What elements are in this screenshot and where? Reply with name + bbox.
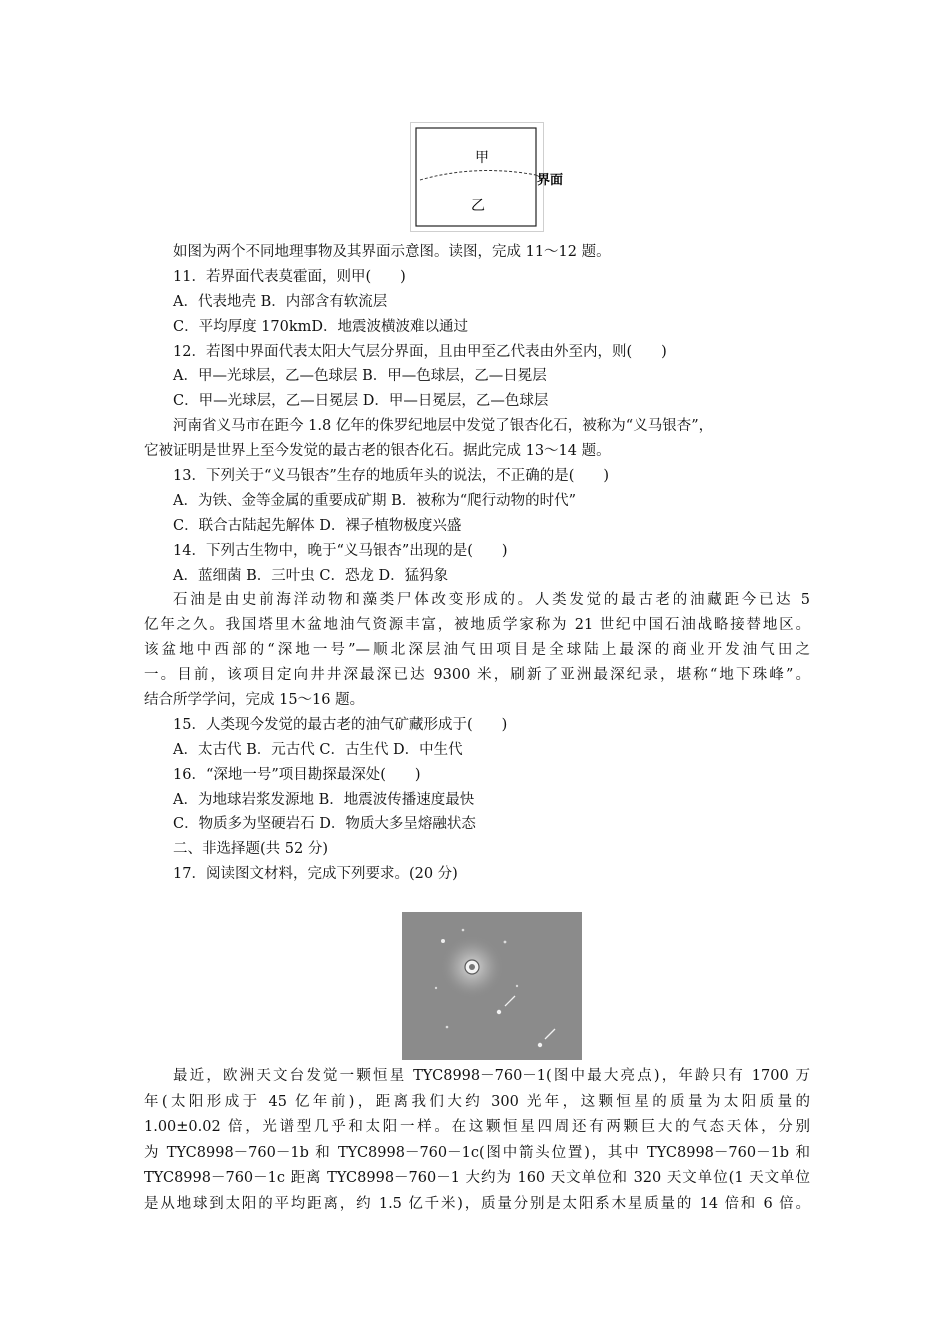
- intro-15-16-d: 一。目前，该项目定向井井深最深已达 9300 米，刷新了亚洲最深纪录，堪称“地下珠峰”。: [144, 667, 810, 684]
- intro-15-16-b: 亿年之久。我国塔里木盆地油气资源丰富，被地质学家称为 21 世纪中国石油战略接替地区。: [144, 617, 810, 634]
- options-12-ab: A．甲—光球层，乙—色球层 B．甲—色球层，乙—日冕层: [173, 368, 547, 385]
- question-11: 11．若界面代表莫霍面，则甲( ): [173, 268, 406, 285]
- options-15: A．太古代 B．元古代 C．古生代 D．中生代: [173, 741, 463, 758]
- question-12: 12．若图中界面代表太阳大气层分界面，且由甲至乙代表由外至内，则( ): [173, 343, 667, 360]
- star-photo: [402, 912, 582, 1060]
- options-12-cd: C．甲—光球层，乙—日冕层 D．甲—日冕层，乙—色球层: [173, 393, 549, 410]
- options-11-cd: C．平均厚度 170kmD．地震波横波难以通过: [173, 318, 469, 335]
- intro-11-12: 如图为两个不同地理事物及其界面示意图。读图，完成 11～12 题。: [173, 244, 611, 260]
- para-line-4: 为 TYC8998－760－1b 和 TYC8998－760－1c(图中箭头位置)，其中 TYC8998－760－1b 和: [144, 1144, 810, 1161]
- options-16-ab: A．为地球岩浆发源地 B．地震波传播速度最快: [173, 791, 475, 808]
- options-14: A．蓝细菌 B．三叶虫 C．恐龙 D．猛犸象: [173, 567, 449, 584]
- intro-15-16-c: 该盆地中西部的“深地一号”—顺北深层油气田项目是全球陆上最深的商业开发油气田之: [144, 642, 810, 659]
- para-line-2: 年(太阳形成于 45 亿年前)，距离我们大约 300 光年，这颗恒星的质量为太阳质量的: [144, 1093, 810, 1110]
- question-15: 15．人类现今发觉的最古老的油气矿藏形成于( ): [173, 716, 508, 733]
- label-yi: 乙: [471, 198, 485, 214]
- para-line-5: TYC8998－760－1c 距离 TYC8998－760－1 大约为 160 天文单位和 320 天文单位(1 天文单位: [144, 1170, 810, 1186]
- material-paragraph: [144, 1064, 810, 1217]
- options-13-ab: A．为铁、金等金属的重要成矿期 B．被称为“爬行动物的时代”: [173, 492, 577, 509]
- intro-15-16-e: 结合所学学问，完成 15～16 题。: [144, 692, 365, 709]
- question-14: 14．下列古生物中，晚于“义马银杏”出现的是( ): [173, 542, 508, 559]
- question-17: 17．阅读图文材料，完成下列要求。(20 分): [173, 866, 458, 883]
- para-line-6: 是从地球到太阳的平均距离，约 1.5 亿千米)，质量分别是太阳系木星质量的 14 倍和 6 倍。: [144, 1195, 810, 1212]
- intro-13-14-a: 河南省义马市在距今 1.8 亿年的侏罗纪地层中发觉了银杏化石，被称为“义马银杏”，: [173, 418, 714, 435]
- intro-15-16-a: 石油是由史前海洋动物和藻类尸体改变形成的。人类发觉的最古老的油藏距今已达 5: [173, 592, 810, 609]
- para-line-3: 1.00±0.02 倍，光谱型几乎和太阳一样。在这颗恒星四周还有两颗巨大的气态天体，分别: [144, 1119, 810, 1135]
- question-block: [144, 240, 810, 887]
- label-jia: 甲: [475, 150, 489, 166]
- interface-diagram: [410, 122, 564, 232]
- planet-c: [538, 1043, 542, 1047]
- intro-13-14-b: 它被证明是世界上至今发觉的最古老的银杏化石。据此完成 13～14 题。: [144, 443, 611, 460]
- question-13: 13．下列关于“义马银杏”生存的地质年头的说法，不正确的是( ): [173, 468, 610, 485]
- question-16: 16．“深地一号”项目勘探最深处( ): [173, 766, 421, 783]
- para-line-1: 最近，欧洲天文台发觉一颗恒星 TYC8998－760－1(图中最大亮点)，年龄只有 1700 万: [173, 1068, 810, 1084]
- label-interface: 界面: [537, 173, 564, 188]
- options-16-cd: C．物质多为坚硬岩石 D．物质大多呈熔融状态: [173, 816, 476, 833]
- section-heading: 二、非选择题(共 52 分): [173, 841, 328, 858]
- planet-b: [497, 1010, 501, 1014]
- options-13-cd: C．联合古陆起先解体 D．裸子植物极度兴盛: [173, 517, 462, 534]
- options-11-ab: A．代表地壳 B．内部含有软流层: [173, 293, 388, 310]
